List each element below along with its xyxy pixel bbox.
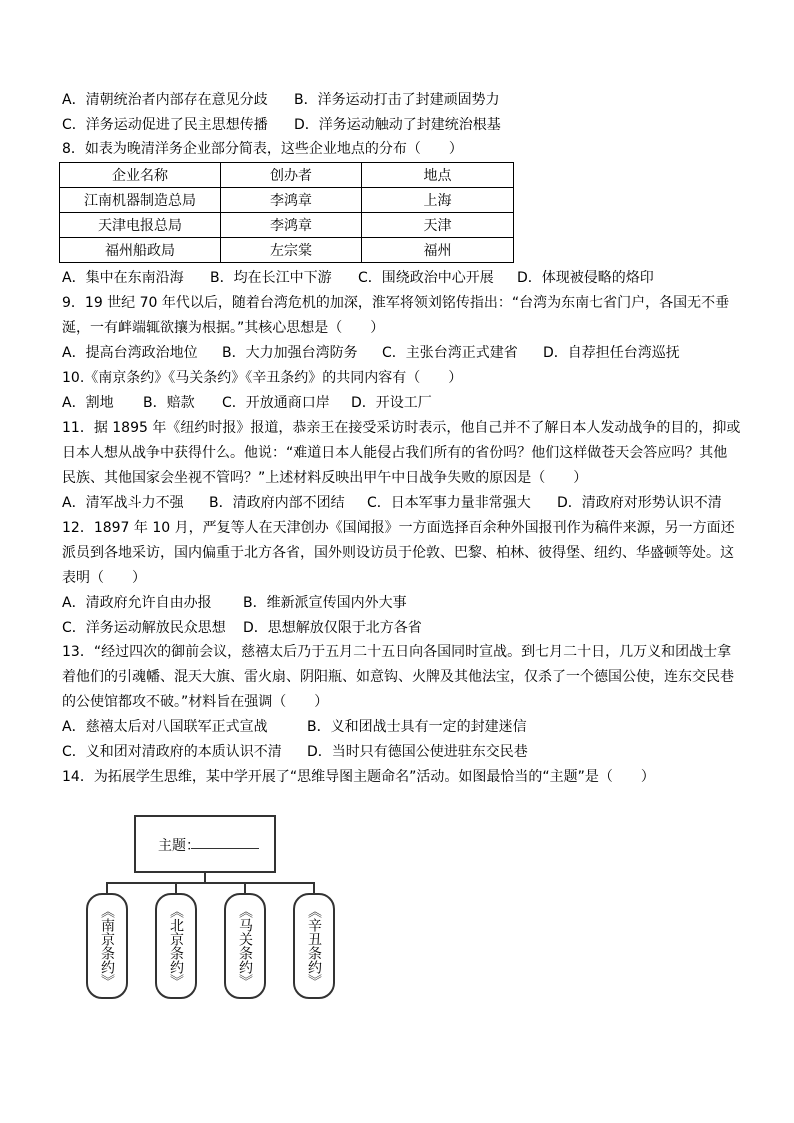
- mind-map-answer-blank: [191, 848, 259, 849]
- q12-stem-line-1: 12．1897 年 10 月，严复等人在天津创办《国闻报》一方面选择百余种外国报刊作为稿件来源，另一方面还: [62, 520, 735, 536]
- q9-stem-line-2: 涎，一有衅端辄欲攘为根据。”其核心思想是（ ）: [62, 320, 385, 336]
- table-cell: 左宗棠: [221, 238, 362, 263]
- q9-option-d: D．自荐担任台湾巡抚: [543, 345, 680, 361]
- table-header-cell: 创办者: [221, 163, 362, 188]
- q12-option-c: C．洋务运动解放民众思想: [62, 620, 226, 636]
- q13-option-a: A．慈禧太后对八国联军正式宣战: [62, 719, 268, 735]
- q9-option-a: A．提高台湾政治地位: [62, 345, 198, 361]
- q9-option-b: B．大力加强台湾防务: [222, 345, 358, 361]
- connector-bar: [106, 882, 315, 884]
- connector-branch: [244, 882, 246, 893]
- leaf-label: 《辛丑条约》: [306, 904, 322, 988]
- q13-option-b: B．义和团战士具有一定的封建迷信: [307, 719, 527, 735]
- q13-option-d: D．当时只有德国公使进驻东交民巷: [307, 744, 528, 760]
- mind-map-leaf-beijing: [155, 893, 197, 999]
- table-cell: 天津电报总局: [60, 213, 221, 238]
- q11-stem-line-3: 民族、其他国家会坐视不管吗？”上述材料反映出甲午中日战争失败的原因是（ ）: [62, 470, 588, 486]
- table-cell: 李鸿章: [221, 188, 362, 213]
- q8-option-c: C．围绕政治中心开展: [358, 270, 494, 286]
- q13-stem-line-3: 的公使馆都攻不破。”材料旨在强调（ ）: [62, 694, 329, 710]
- table-header-cell: 企业名称: [60, 163, 221, 188]
- connector-branch: [106, 882, 108, 893]
- q10-option-d: D．开设工厂: [351, 395, 432, 411]
- q12-option-d: D．思想解放仅限于北方各省: [243, 620, 422, 636]
- q11-stem-line-2: 日本人想从战争中获得什么。他说：“难道日本人能侵占我们所有的省份吗？他们这样做苍天会答应吗？其他: [62, 445, 728, 461]
- table-header-row: [60, 163, 514, 188]
- table-cell: 福州船政局: [60, 238, 221, 263]
- q7-option-a: A．清朝统治者内部存在意见分歧: [62, 92, 268, 108]
- q13-stem-line-1: 13．“经过四次的御前会议，慈禧太后乃于五月二十五日向各国同时宣战。到七月二十日，几万义和团战士拿: [62, 644, 732, 660]
- q11-option-c: C．日本军事力量非常强大: [367, 495, 531, 511]
- q8-table: [59, 162, 514, 263]
- q10-option-a: A．割地: [62, 395, 114, 411]
- q10-option-b: B．赔款: [143, 395, 195, 411]
- mind-map-leaf-nanjing: [86, 893, 128, 999]
- q7-option-c: C．洋务运动促进了民主思想传播: [62, 117, 268, 133]
- q12-option-b: B．维新派宣传国内外大事: [243, 595, 407, 611]
- q9-stem-line-1: 9．19 世纪 70 年代以后，随着台湾危机的加深，淮军将领刘铭传指出：“台湾为东南七省门户，各国无不垂: [62, 295, 730, 311]
- q9-option-c: C．主张台湾正式建省: [382, 345, 518, 361]
- q8-option-a: A．集中在东南沿海: [62, 270, 184, 286]
- table-cell: 天津: [362, 213, 514, 238]
- q7-option-d: D．洋务运动触动了封建统治根基: [294, 117, 501, 133]
- mind-map-leaf-xinchou: [293, 893, 335, 999]
- q8-stem: 8．如表为晚清洋务企业部分简表，这些企业地点的分布（ ）: [62, 141, 463, 157]
- q11-stem-line-1: 11．据 1895 年《纽约时报》报道，恭亲王在接受采访时表示，他自己并不了解日本人发动战争的目的，抑或: [62, 420, 741, 436]
- table-cell: 江南机器制造总局: [60, 188, 221, 213]
- connector-branch: [313, 882, 315, 893]
- table-row: [60, 213, 514, 238]
- q8-option-d: D．体现被侵略的烙印: [517, 270, 654, 286]
- leaf-label: 《马关条约》: [237, 904, 253, 988]
- q12-option-a: A．清政府允许自由办报: [62, 595, 212, 611]
- mind-map-title-box: [134, 815, 276, 873]
- q7-option-b: B．洋务运动打击了封建顽固势力: [294, 92, 500, 108]
- table-cell: 李鸿章: [221, 213, 362, 238]
- table-cell: 上海: [362, 188, 514, 213]
- leaf-label: 《南京条约》: [99, 904, 115, 988]
- q14-stem: 14．为拓展学生思维，某中学开展了“思维导图主题命名”活动。如图最恰当的“主题”是（ ）: [62, 769, 655, 785]
- mind-map-title-label: 主题：: [158, 838, 200, 854]
- q10-stem: 10.《南京条约》《马关条约》《辛丑条约》的共同内容有（ ）: [62, 370, 463, 386]
- q12-stem-line-2: 派员到各地采访，国内偏重于北方各省，国外则设访员于伦敦、巴黎、柏林、彼得堡、纽约、华盛顿等处。这: [62, 545, 734, 561]
- table-row: [60, 188, 514, 213]
- q11-option-b: B．清政府内部不团结: [209, 495, 345, 511]
- q11-option-a: A．清军战斗力不强: [62, 495, 184, 511]
- connector-branch: [175, 882, 177, 893]
- leaf-label: 《北京条约》: [168, 904, 184, 988]
- q12-stem-line-3: 表明（ ）: [62, 570, 146, 586]
- table-cell: 福州: [362, 238, 514, 263]
- q13-stem-line-2: 着他们的引魂幡、混天大旗、雷火扇、阴阳瓶、如意钩、火牌及其他法宝，仅杀了一个德国公使，连东交民巷: [62, 669, 734, 685]
- mind-map-leaf-maguan: [224, 893, 266, 999]
- q11-option-d: D．清政府对形势认识不清: [557, 495, 722, 511]
- table-header-cell: 地点: [362, 163, 514, 188]
- table-row: [60, 238, 514, 263]
- q8-option-b: B．均在长江中下游: [210, 270, 332, 286]
- q13-option-c: C．义和团对清政府的本质认识不清: [62, 744, 282, 760]
- q10-option-c: C．开放通商口岸: [222, 395, 330, 411]
